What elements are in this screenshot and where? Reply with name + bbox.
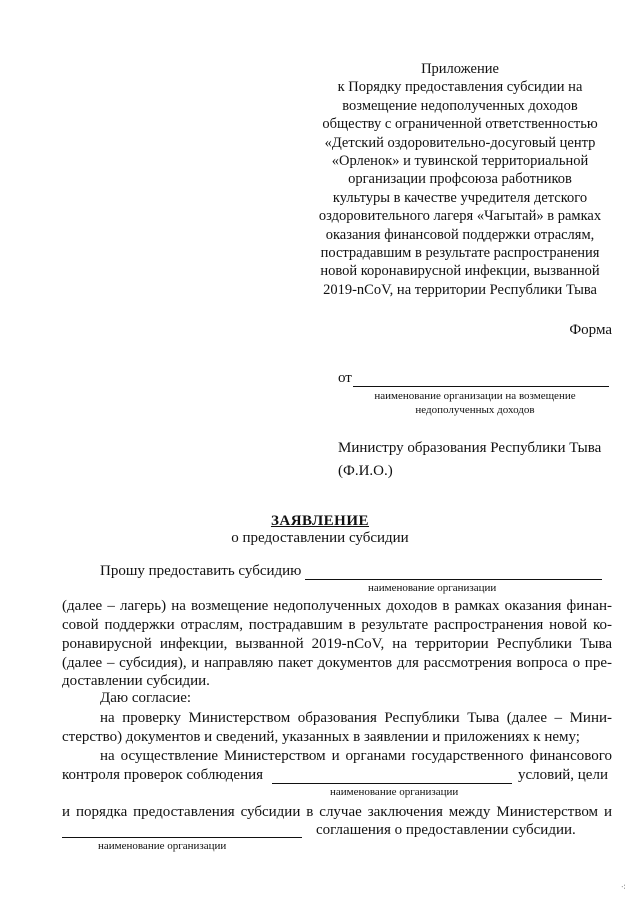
consent-heading: Даю согласие: [100, 690, 192, 706]
paragraph-line: на проверку Министерством образования Республики Тыва (далее – Мини- [100, 710, 612, 726]
paragraph-line: ронавирусной инфекции, вызванной 2019-nCoV, на территории Республики Тыва [62, 636, 612, 652]
paragraph-line: контроля проверок соблюдения [62, 767, 264, 783]
paragraph-line: условий, цели [518, 767, 608, 783]
paragraph-line: на осуществление Министерством и органами государственного финансового [100, 748, 612, 764]
appendix-line: к Порядку предоставления субсидии на [337, 79, 583, 96]
org-caption: наименование организации [330, 786, 459, 798]
paragraph-line: (далее – лагерь) на возмещение недополученных доходов в рамках оказания финан- [62, 598, 612, 614]
addressee-line: Министру образования Республики Тыва [338, 440, 602, 456]
paragraph-line: совой поддержки отраслям, пострадавшим в результате распространения новой ко- [62, 617, 612, 633]
appendix-line: «Детский оздоровительно-досуговый центр [324, 134, 596, 151]
paragraph-line: доставлении субсидии. [62, 673, 210, 689]
appendix-line: оздоровительного лагеря «Чагытай» в рамках [318, 208, 602, 225]
org-name-line [62, 837, 302, 838]
appendix-line: новой коронавирусной инфекции, вызванной [320, 263, 600, 280]
document-title: ЗАЯВЛЕНИЕ [270, 513, 370, 529]
paragraph-line: стерство) документов и сведений, указанных в заявлении и приложениях к нему; [62, 729, 580, 745]
addressee [338, 437, 601, 483]
appendix-line: «Орленок» и тувинской территориальной [331, 153, 589, 170]
request-prefix: Прошу предоставить субсидию [100, 563, 302, 579]
form-label: Форма [569, 322, 612, 338]
appendix-line: 2019-nCoV, на территории Республики Тыва [323, 281, 597, 298]
paragraph-line: и порядка предоставления субсидии в случае заключения между Министерством и [62, 804, 612, 820]
appendix-line: Приложение [421, 61, 499, 77]
org-name-line [272, 783, 512, 784]
from-caption [340, 389, 610, 417]
from-field-line [353, 386, 609, 387]
org-name-line [305, 579, 602, 580]
appendix-line: обществу с ограниченной ответственностью [322, 116, 598, 133]
paragraph-line: соглашения о предоставлении субсидии. [316, 822, 576, 838]
appendix-header [300, 60, 620, 299]
appendix-line: оказания финансовой поддержки отраслям, [325, 226, 595, 243]
document-subtitle: о предоставлении субсидии [231, 530, 409, 546]
from-label: от [338, 370, 352, 386]
appendix-line: организации профсоюза работников [348, 171, 572, 188]
scan-mark-icon: ⁖ [620, 882, 626, 892]
org-caption: наименование организации [368, 582, 497, 594]
from-caption-line: наименование организации на возмещение [374, 390, 576, 402]
appendix-line: возмещение недополученных доходов [342, 97, 578, 114]
appendix-line: пострадавшим в результате распространения [320, 245, 600, 262]
org-caption: наименование организации [98, 840, 227, 852]
from-caption-line: недополученных доходов [415, 404, 535, 416]
addressee-line: (Ф.И.О.) [338, 463, 393, 479]
appendix-line: культуры в качестве учредителя детского [332, 189, 588, 206]
paragraph-line: (далее – субсидия), и направляю пакет документов для рассмотрения вопроса о пре- [62, 655, 612, 671]
